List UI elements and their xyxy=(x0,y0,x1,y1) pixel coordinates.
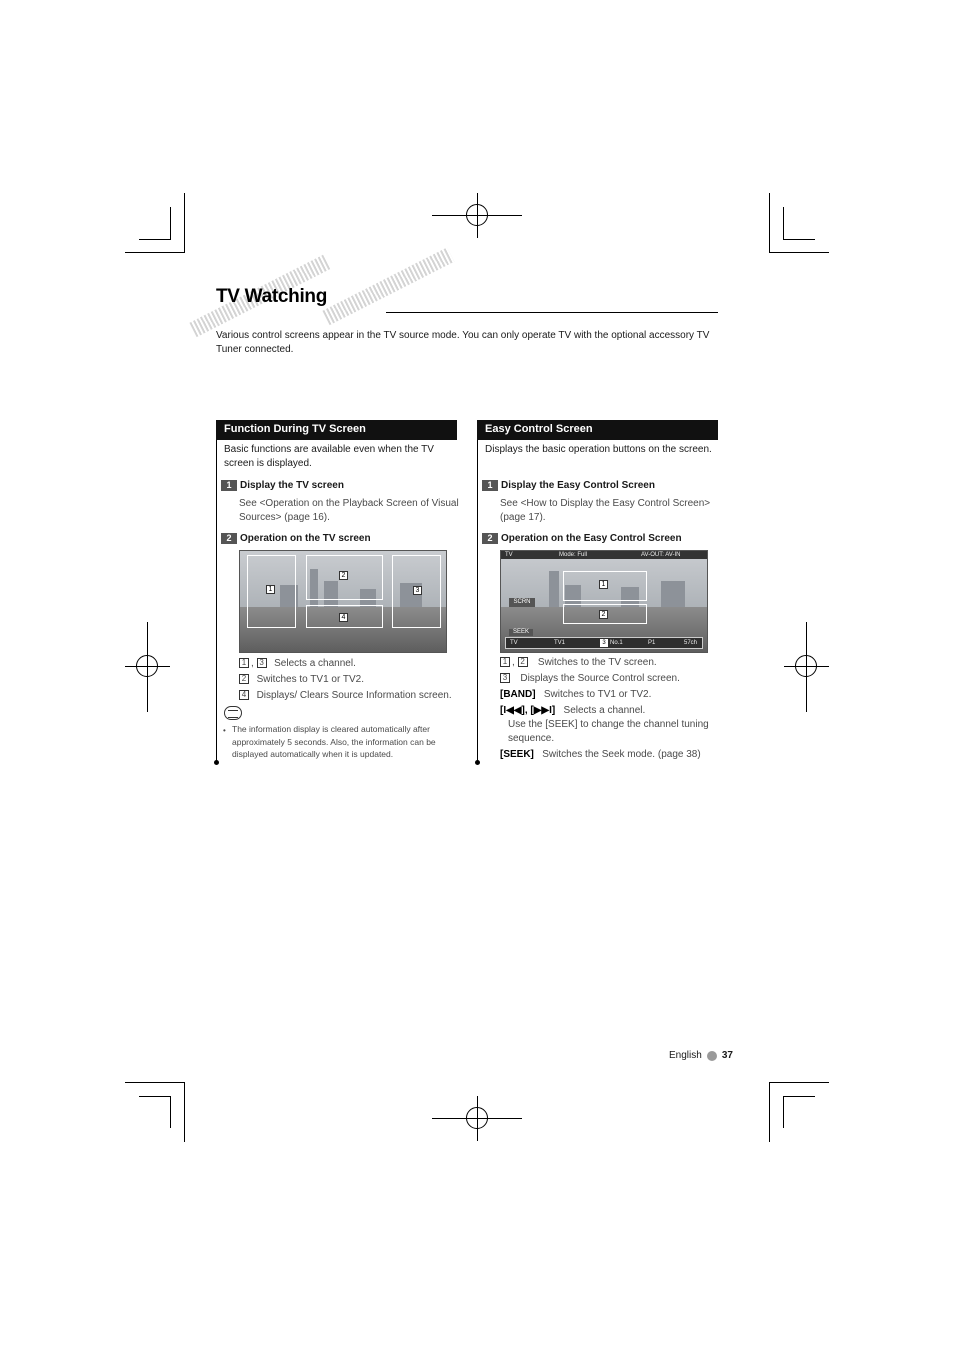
item-row xyxy=(500,688,651,702)
title-rule xyxy=(386,312,718,313)
item-row xyxy=(500,704,645,718)
band-text: Switches to TV1 or TV2. xyxy=(543,689,652,700)
item-row xyxy=(500,748,701,762)
bar-band: TV1 xyxy=(554,640,566,646)
section-rule xyxy=(477,440,478,762)
note-text: The information display is cleared automatically after approximately 5 seconds. Also, the information can be displayed automatically when it is updated. xyxy=(232,724,436,759)
step-1 xyxy=(482,480,655,491)
key-sep: , xyxy=(251,658,254,669)
bar-num: 57ch xyxy=(684,640,698,646)
section-desc: Basic functions are available even when the TV screen is displayed. xyxy=(224,444,434,469)
easy-control-screen-image xyxy=(500,550,708,653)
scrn-button[interactable]: SCRN xyxy=(509,598,535,607)
step-label: Operation on the TV screen xyxy=(240,533,371,544)
zone-label: 1 xyxy=(266,585,275,594)
section-end-dot xyxy=(214,760,219,765)
step-label: Display the TV screen xyxy=(240,480,344,491)
bar-ch: No.1 xyxy=(610,640,623,646)
section-rule xyxy=(216,440,217,762)
band-label: [BAND] xyxy=(500,689,536,700)
key-box: 1 xyxy=(500,657,510,667)
screen-top-right: AV-OUT: AV-IN xyxy=(641,552,681,558)
step-1 xyxy=(221,480,344,491)
page-title: TV Watching xyxy=(216,286,328,307)
zone-label: 4 xyxy=(339,613,348,622)
section-heading-easy: Easy Control Screen xyxy=(477,420,718,440)
item-row xyxy=(239,689,452,703)
item-row xyxy=(239,657,356,671)
item-text: Selects a channel. xyxy=(274,658,356,669)
note-bullet: • xyxy=(223,726,226,735)
step-label: Operation on the Easy Control Screen xyxy=(501,533,682,544)
section-desc: Displays the basic operation buttons on the screen. xyxy=(485,444,712,455)
key-box: 2 xyxy=(239,674,249,684)
step-2 xyxy=(482,533,682,544)
step-number: 1 xyxy=(221,480,237,491)
zone-label: 3 xyxy=(413,586,422,595)
intro-text: Various control screens appear in the TV source mode. You can only operate TV with the optional accessory TV Tuner connected. xyxy=(216,330,710,355)
item-text: Switches to the TV screen. xyxy=(537,657,657,668)
section-end-dot xyxy=(475,760,480,765)
skip-label: [I◀◀], [▶▶I] xyxy=(500,705,556,716)
footer-language: English xyxy=(669,1050,702,1061)
skip-more-text: Use the [SEEK] to change the channel tuning sequence. xyxy=(508,719,709,744)
footer-dot xyxy=(707,1051,717,1061)
zone-label: 2 xyxy=(339,571,348,580)
key-box: 3 xyxy=(257,658,267,668)
item-text: Displays/ Clears Source Information screen. xyxy=(256,690,452,701)
page-number: 37 xyxy=(721,1050,733,1061)
bar-tv: TV xyxy=(510,640,518,646)
step-number: 2 xyxy=(221,533,237,544)
key-box: 3 xyxy=(500,673,510,683)
step-text: See <Operation on the Playback Screen of Visual Sources> (page 16). xyxy=(239,498,459,523)
step-2 xyxy=(221,533,371,544)
key-sep: , xyxy=(512,657,515,668)
step-number: 2 xyxy=(482,533,498,544)
decor-stripe xyxy=(322,247,454,325)
seek-text: Switches the Seek mode. (page 38) xyxy=(542,749,701,760)
step-label: Display the Easy Control Screen xyxy=(501,480,655,491)
zone-label: 2 xyxy=(599,610,608,619)
zone-label: 1 xyxy=(599,580,608,589)
screen-bottom-bar[interactable] xyxy=(505,637,703,649)
key-box: 1 xyxy=(239,658,249,668)
item-text: Displays the Source Control screen. xyxy=(520,673,680,684)
step-number: 1 xyxy=(482,480,498,491)
note-icon xyxy=(224,706,242,720)
seek-button[interactable]: SEEK xyxy=(509,629,533,636)
item-row xyxy=(239,673,364,687)
screen-top-left: TV xyxy=(505,552,513,558)
item-row xyxy=(500,656,657,670)
bar-p: P1 xyxy=(648,640,656,646)
key-box: 2 xyxy=(518,657,528,667)
item-row xyxy=(500,672,680,686)
screen-top-mid: Mode: Full xyxy=(559,552,588,558)
skip-text: Selects a channel. xyxy=(563,705,646,716)
item-text: Switches to TV1 or TV2. xyxy=(256,674,365,685)
seek-label: [SEEK] xyxy=(500,749,534,760)
tv-screen-image xyxy=(239,550,447,653)
page-footer xyxy=(669,1050,733,1061)
section-heading-function: Function During TV Screen xyxy=(216,420,457,440)
step-text: See <How to Display the Easy Control Screen> (page 17). xyxy=(500,498,711,523)
zone-label: 3 xyxy=(600,639,608,647)
key-box: 4 xyxy=(239,690,249,700)
